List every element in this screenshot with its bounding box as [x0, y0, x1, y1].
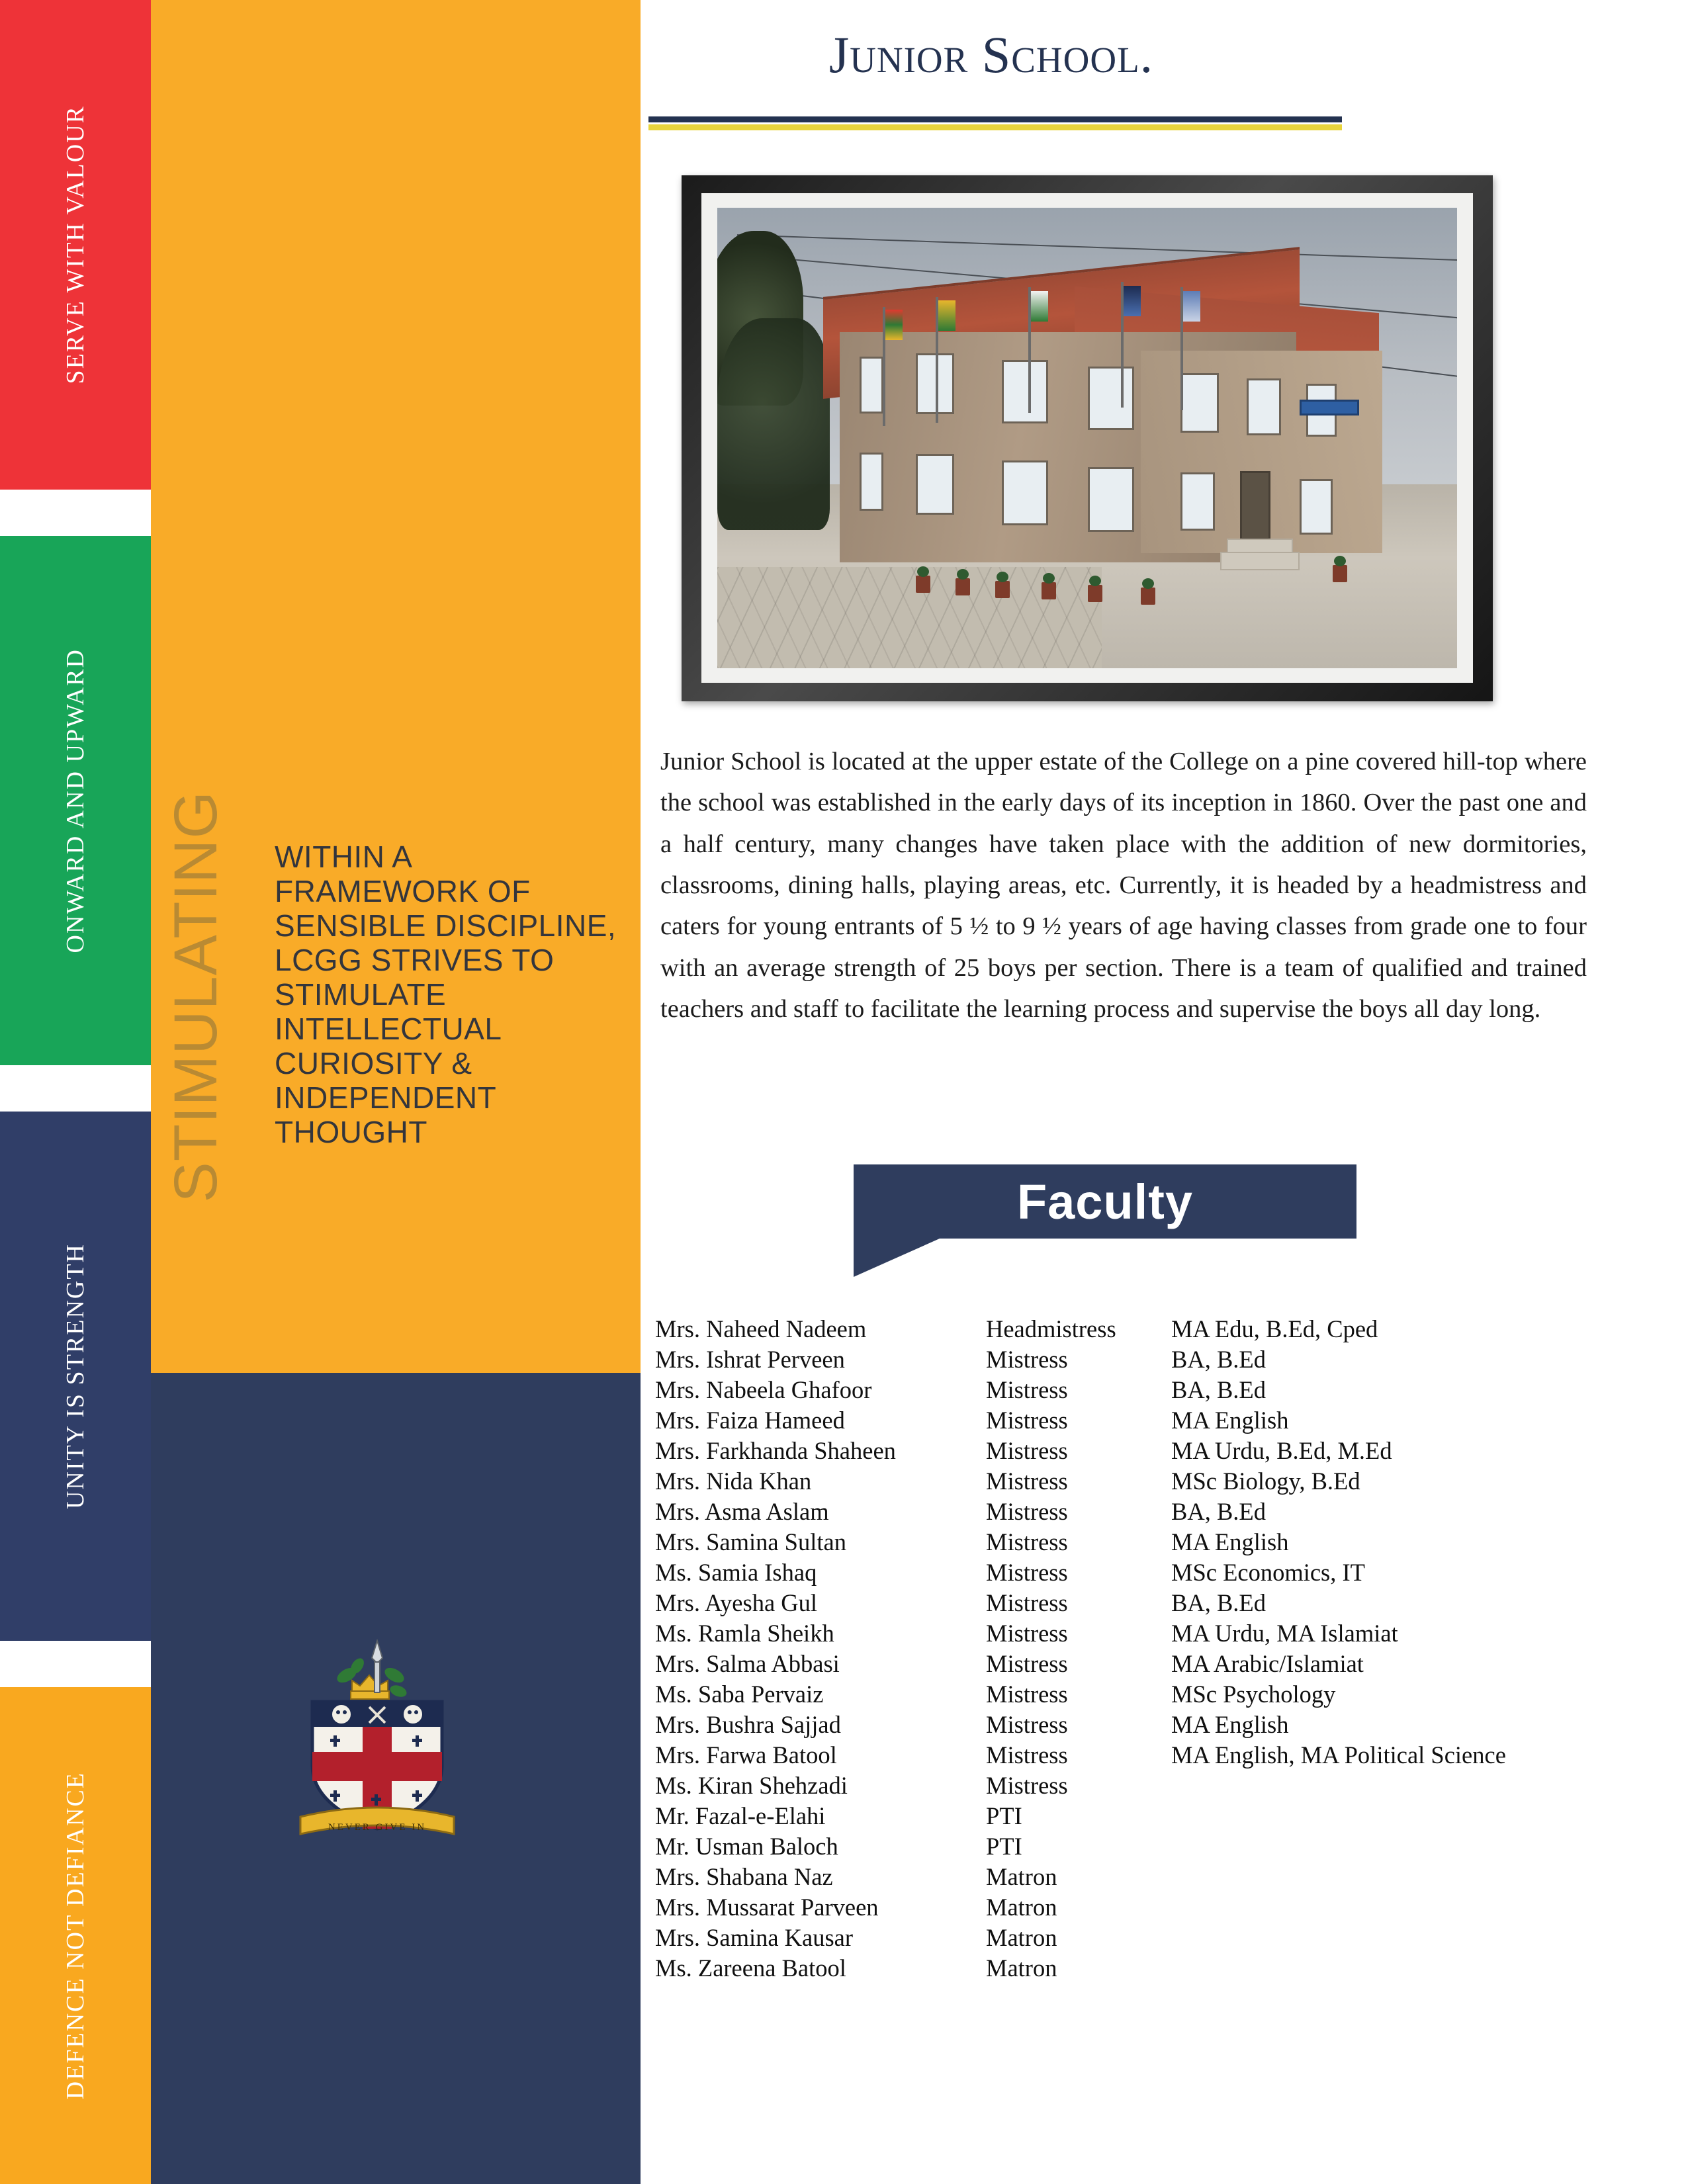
faculty-row	[655, 1465, 1667, 1496]
faculty-name: Mrs. Ishrat Perveen	[655, 1345, 845, 1373]
motto-strip	[0, 0, 151, 2184]
faculty-name: Mr. Usman Baloch	[655, 1832, 838, 1860]
junior-school-photo	[717, 208, 1457, 668]
faculty-role: Matron	[986, 1954, 1057, 1982]
main-content	[641, 0, 1688, 2184]
faculty-name: Mrs. Faiza Hameed	[655, 1406, 845, 1434]
faculty-role: PTI	[986, 1802, 1022, 1829]
faculty-heading-banner	[854, 1164, 1356, 1239]
faculty-name: Mrs. Farwa Batool	[655, 1741, 837, 1769]
stimulating-headline: STIMULATING	[162, 791, 230, 1203]
faculty-row	[655, 1435, 1667, 1465]
faculty-name: Ms. Ramla Sheikh	[655, 1619, 834, 1647]
faculty-role: Mistress	[986, 1649, 1068, 1677]
photo-window	[1247, 378, 1281, 435]
title-rule-gold	[648, 124, 1342, 130]
faculty-row	[655, 1831, 1667, 1861]
photo-tree-left	[717, 318, 830, 530]
photo-entrance-door	[1240, 471, 1270, 540]
photo-window	[1088, 367, 1134, 430]
faculty-qualification: BA, B.Ed	[1171, 1345, 1266, 1373]
photo-window	[1088, 467, 1134, 532]
photo-window	[1002, 460, 1048, 525]
photo-flag	[1183, 291, 1200, 322]
faculty-role: Mistress	[986, 1436, 1068, 1464]
faculty-row	[655, 1892, 1667, 1922]
faculty-name: Mrs. Shabana Naz	[655, 1862, 833, 1890]
faculty-row	[655, 1861, 1667, 1892]
faculty-row	[655, 1800, 1667, 1831]
faculty-name: Mrs. Nida Khan	[655, 1467, 812, 1495]
motto-label-onward: ONWARD AND UPWARD	[62, 648, 89, 953]
faculty-qualification	[1171, 1892, 1667, 1922]
motto-block-defence	[0, 1687, 151, 2184]
faculty-row	[655, 1679, 1667, 1709]
faculty-qualification: BA, B.Ed	[1171, 1589, 1266, 1616]
photo-flag	[1031, 291, 1048, 322]
faculty-name: Mrs. Asma Aslam	[655, 1497, 829, 1525]
faculty-role: Mistress	[986, 1710, 1068, 1738]
photo-window	[860, 357, 883, 414]
faculty-row	[655, 1526, 1667, 1557]
faculty-role: Matron	[986, 1893, 1057, 1921]
faculty-role: Mistress	[986, 1497, 1068, 1525]
photo-potted-plant	[1141, 588, 1155, 605]
faculty-name: Mrs. Ayesha Gul	[655, 1589, 818, 1616]
photo-flag	[885, 310, 903, 340]
faculty-qualification: MA English	[1171, 1710, 1289, 1738]
faculty-row	[655, 1709, 1667, 1739]
faculty-name: Mrs. Nabeela Ghafoor	[655, 1376, 872, 1403]
framework-statement: WITHIN A FRAMEWORK OF SENSIBLE DISCIPLINE, LCGG STRIVES TO STIMULATE INTELLECTUAL CURIOSITY & INDEPENDENT THOUGHT	[275, 840, 617, 1149]
photo-potted-plant	[1088, 585, 1102, 602]
photo-mat	[701, 193, 1473, 683]
photo-potted-plant	[1042, 582, 1056, 599]
faculty-name: Mr. Fazal-e-Elahi	[655, 1802, 826, 1829]
faculty-name: Mrs. Samina Sultan	[655, 1528, 846, 1555]
faculty-role: Mistress	[986, 1345, 1068, 1373]
photo-flag	[938, 300, 955, 331]
faculty-name: Ms. Kiran Shehzadi	[655, 1771, 848, 1799]
faculty-row	[655, 1344, 1667, 1374]
faculty-qualification: MSc Biology, B.Ed	[1171, 1467, 1360, 1495]
photo-entrance-steps	[1220, 552, 1300, 570]
faculty-qualification	[1171, 1831, 1667, 1861]
faculty-qualification: BA, B.Ed	[1171, 1497, 1266, 1525]
faculty-qualification: MA English, MA Political Science	[1171, 1741, 1506, 1769]
faculty-name: Mrs. Farkhanda Shaheen	[655, 1436, 896, 1464]
faculty-qualification: MA Edu, B.Ed, Cped	[1171, 1315, 1378, 1342]
photo-potted-plant	[916, 576, 930, 593]
faculty-qualification	[1171, 1861, 1667, 1892]
faculty-qualification	[1171, 1952, 1667, 1983]
photo-potted-plant	[1333, 565, 1347, 582]
faculty-role: Mistress	[986, 1680, 1068, 1708]
faculty-role: Mistress	[986, 1619, 1068, 1647]
faculty-row	[655, 1618, 1667, 1648]
title-rule-navy	[648, 116, 1342, 122]
faculty-name: Mrs. Naheed Nadeem	[655, 1315, 867, 1342]
faculty-name: Mrs. Bushra Sajjad	[655, 1710, 841, 1738]
faculty-name: Ms. Zareena Batool	[655, 1954, 846, 1982]
faculty-name: Ms. Samia Ishaq	[655, 1558, 817, 1586]
photo-window	[1300, 479, 1333, 535]
crest-icon	[278, 1628, 476, 1866]
motto-label-unity: UNITY IS STRENGTH	[62, 1243, 89, 1509]
faculty-role: Mistress	[986, 1589, 1068, 1616]
photo-signboard	[1300, 400, 1359, 415]
faculty-qualification: MSc Economics, IT	[1171, 1558, 1365, 1586]
faculty-role: Mistress	[986, 1467, 1068, 1495]
faculty-role: Matron	[986, 1923, 1057, 1951]
faculty-row	[655, 1374, 1667, 1405]
photo-window	[916, 353, 954, 414]
faculty-heading-label: Faculty	[1016, 1174, 1194, 1229]
faculty-role: Mistress	[986, 1558, 1068, 1586]
photo-window	[860, 453, 883, 511]
faculty-name: Ms. Saba Pervaiz	[655, 1680, 824, 1708]
faculty-qualification: MA English	[1171, 1406, 1289, 1434]
faculty-row	[655, 1739, 1667, 1770]
motto-block-onward	[0, 536, 151, 1065]
faculty-name: Mrs. Mussarat Parveen	[655, 1893, 879, 1921]
faculty-qualification: MA Arabic/Islamiat	[1171, 1649, 1364, 1677]
faculty-role: Mistress	[986, 1528, 1068, 1555]
faculty-qualification: MSc Psychology	[1171, 1680, 1336, 1708]
faculty-row	[655, 1405, 1667, 1435]
faculty-role: Mistress	[986, 1406, 1068, 1434]
faculty-role: Mistress	[986, 1741, 1068, 1769]
crest-motto-text: NEVER GIVE IN	[328, 1822, 427, 1833]
faculty-name: Mrs. Salma Abbasi	[655, 1649, 840, 1677]
faculty-name: Mrs. Samina Kausar	[655, 1923, 854, 1951]
photo-window	[916, 454, 954, 515]
photo-flag	[1124, 286, 1141, 316]
motto-block-unity	[0, 1112, 151, 1641]
motto-label-valour: SERVE WITH VALOUR	[62, 105, 89, 384]
motto-label-defence: DEFENCE NOT DEFIANCE	[62, 1771, 89, 2100]
motto-block-valour	[0, 0, 151, 490]
faculty-qualification	[1171, 1800, 1667, 1831]
college-crest	[278, 1628, 476, 1866]
faculty-table-body	[655, 1313, 1667, 1983]
faculty-row	[655, 1496, 1667, 1526]
faculty-role: Mistress	[986, 1771, 1068, 1799]
photo-potted-plant	[955, 578, 970, 595]
faculty-row	[655, 1648, 1667, 1679]
photo-window	[1180, 373, 1219, 433]
faculty-row	[655, 1770, 1667, 1800]
faculty-row	[655, 1922, 1667, 1952]
faculty-qualification	[1171, 1922, 1667, 1952]
junior-school-description: Junior School is located at the upper estate of the College on a pine covered hill-top where the school was established in the early days of its inception in 1860. Over the past one and a half century, many changes have taken place with the addition of new dormitories, classrooms, dining halls, playing areas, etc. Currently, it is headed by a headmistress and caters for young entrants of 5 ½ to 9 ½ years of age having classes from grade one to four with an average strength of 25 boys per section. There is a team of qualified and trained teachers and staff to facilitate the learning process and supervise the boys all day long.	[660, 748, 1587, 1024]
faculty-qualification: BA, B.Ed	[1171, 1376, 1266, 1403]
faculty-row	[655, 1952, 1667, 1983]
faculty-row	[655, 1557, 1667, 1587]
photo-window	[1180, 472, 1215, 531]
faculty-qualification: MA Urdu, MA Islamiat	[1171, 1619, 1398, 1647]
faculty-row	[655, 1587, 1667, 1618]
faculty-qualification: MA English	[1171, 1528, 1289, 1555]
faculty-role: Headmistress	[986, 1315, 1116, 1342]
page-title: Junior School.	[828, 26, 1154, 83]
photo-potted-plant	[995, 581, 1010, 598]
faculty-banner-tail	[854, 1239, 940, 1277]
faculty-role: Matron	[986, 1862, 1057, 1890]
faculty-qualification	[1171, 1770, 1667, 1800]
faculty-role: PTI	[986, 1832, 1022, 1860]
faculty-row	[655, 1313, 1667, 1344]
faculty-role: Mistress	[986, 1376, 1068, 1403]
faculty-table	[655, 1313, 1667, 1983]
photo-frame	[682, 175, 1493, 701]
faculty-qualification: MA Urdu, B.Ed, M.Ed	[1171, 1436, 1392, 1464]
photo-window	[1002, 360, 1048, 423]
